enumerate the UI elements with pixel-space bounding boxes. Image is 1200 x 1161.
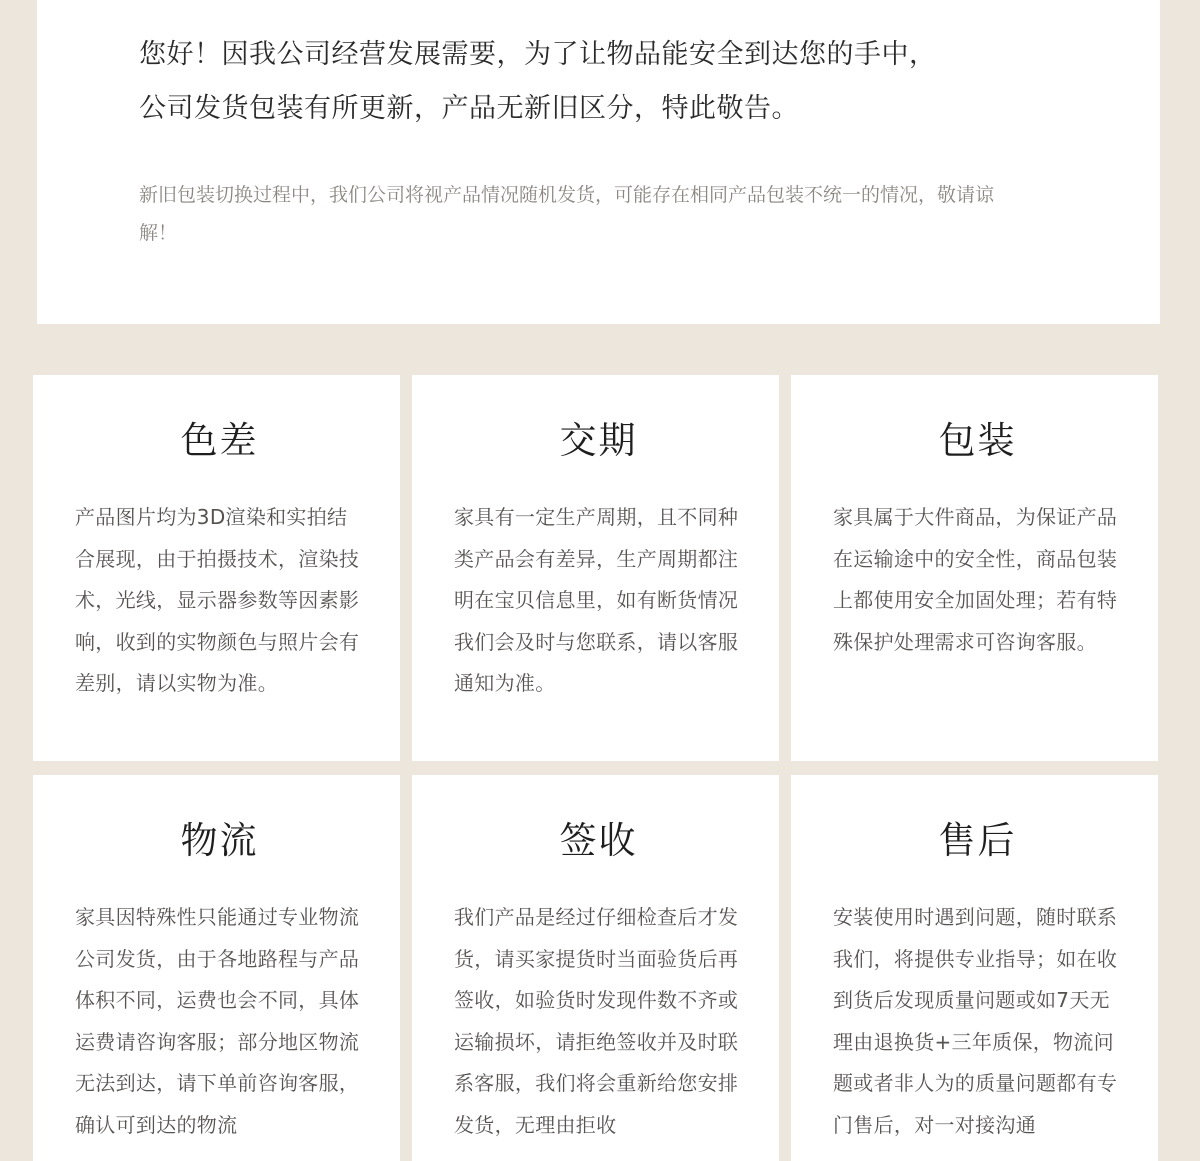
card-logistics	[33, 775, 400, 1161]
card-body: 家具因特殊性只能通过专业物流公司发货，由于各地路程与产品体积不同，运费也会不同，具体运费请咨询客服；部分地区物流无法到达，请下单前咨询客服，确认可到达的物流	[75, 905, 360, 1137]
notice-main-line-1: 您好！因我公司经营发展需要，为了让物品能安全到达您的手中，	[139, 39, 937, 70]
notice-sub-text: 新旧包装切换过程中，我们公司将视产品情况随机发货，可能存在相同产品包装不统一的情况，敬请谅解！	[139, 184, 995, 244]
card-title: 色差	[180, 419, 259, 462]
card-packaging	[791, 375, 1158, 761]
card-body: 家具属于大件商品，为保证产品在运输途中的安全性，商品包装上都使用安全加固处理；若有特殊保护处理需求可咨询客服。	[833, 505, 1118, 654]
card-color-difference	[33, 375, 400, 761]
card-title: 交期	[559, 419, 638, 462]
notice-card	[37, 0, 1160, 324]
notice-main-text	[139, 28, 1060, 136]
card-sign-for	[412, 775, 779, 1161]
card-title: 售后	[938, 819, 1017, 862]
card-body: 安装使用时遇到问题，随时联系我们，将提供专业指导；如在收到货后发现质量问题或如7天无理由退换货+三年质保，物流问题或者非人为的质量问题都有专门售后，对一对接沟通	[833, 905, 1118, 1137]
card-after-sales	[791, 775, 1158, 1161]
card-delivery-time	[412, 375, 779, 761]
card-title: 物流	[180, 819, 259, 862]
card-title: 包装	[938, 419, 1017, 462]
card-body: 家具有一定生产周期，且不同种类产品会有差异，生产周期都注明在宝贝信息里，如有断货情况我们会及时与您联系，请以客服通知为准。	[454, 505, 739, 695]
card-body: 我们产品是经过仔细检查后才发货，请买家提货时当面验货后再签收，如验货时发现件数不齐或运输损坏，请拒绝签收并及时联系客服，我们将会重新给您安排发货，无理由拒收	[454, 905, 739, 1137]
notice-main-line-2: 公司发货包装有所更新，产品无新旧区分，特此敬告。	[139, 93, 799, 124]
card-title: 签收	[559, 819, 638, 862]
card-body: 产品图片均为3D渲染和实拍结合展现，由于拍摄技术，渲染技术，光线，显示器参数等因素影响，收到的实物颜色与照片会有差别，请以实物为准。	[75, 505, 360, 695]
